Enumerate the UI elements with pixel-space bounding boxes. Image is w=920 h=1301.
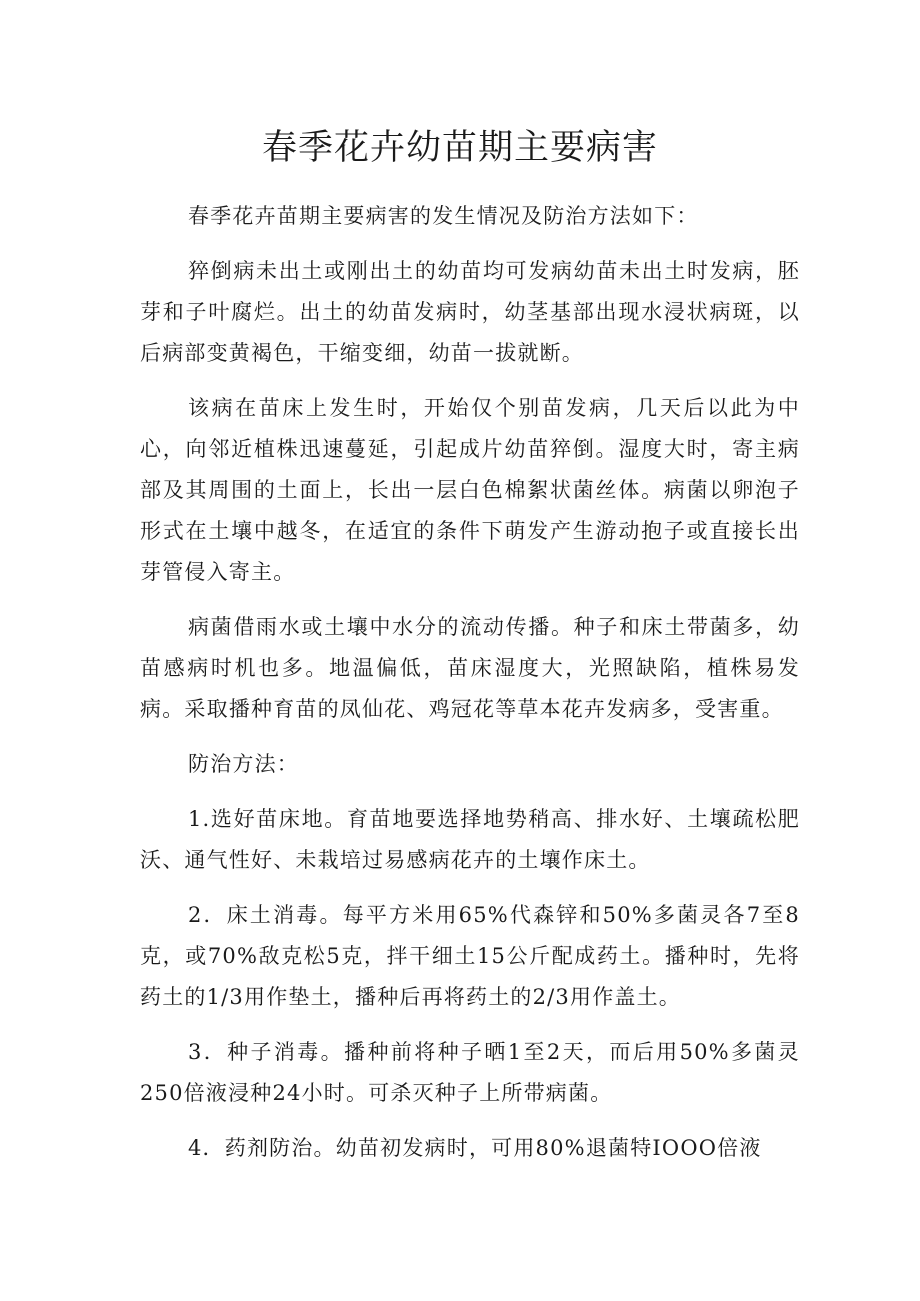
paragraph-intro: 春季花卉苗期主要病害的发生情况及防治方法如下： [188,204,699,228]
paragraph-damping-off-symptoms: 猝倒病未出土或刚出土的幼苗均可发病幼苗未出土时发病，胚芽和子叶腐烂。出土的幼苗发病时，幼茎基部出现水浸状病斑，以后病部变黄褐色，干缩变细，幼苗一拔就断。 [140,259,800,365]
paragraph-step-1: 1.选好苗床地。育苗地要选择地势稍高、排水好、土壤疏松肥沃、通气性好、未栽培过易感病花卉的土壤作床土。 [140,807,800,872]
paragraph-step-4: 4．药剂防治。幼苗初发病时，可用80%退菌特IOOO倍液 [188,1136,762,1160]
paragraph-control-heading: 防治方法： [188,752,299,776]
document-title: 春季花卉幼苗期主要病害 [261,128,658,168]
paragraph-step-2: 2．床土消毒。每平方米用65%代森锌和50%多菌灵各7至8克，或70%敌克松5克，拌干细土15公斤配成药土。播种时，先将药土的1/3用作垫土，播种后再将药土的2/3用作盖土。 [140,903,800,1009]
paragraph-spread: 该病在苗床上发生时，开始仅个别苗发病，几天后以此为中心，向邻近植株迅速蔓延，引起成片幼苗猝倒。湿度大时，寄主病部及其周围的土面上，长出一层白色棉絮状菌丝体。病菌以卵泡子形式在土壤中越冬，在适宜的条件下萌发产生游动抱子或直接长出芽管侵入寄主。 [140,396,800,584]
paragraph-transmission: 病菌借雨水或土壤中水分的流动传播。种子和床土带菌多，幼苗感病时机也多。地温偏低，苗床湿度大，光照缺陷，植株易发病。采取播种育苗的凤仙花、鸡冠花等草本花卉发病多，受害重。 [140,615,800,721]
document-body [140,196,800,1183]
paragraph-step-3: 3．种子消毒。播种前将种子晒1至2天，而后用50%多菌灵250倍液浸种24小时。可杀灭种子上所带病菌。 [140,1040,800,1105]
